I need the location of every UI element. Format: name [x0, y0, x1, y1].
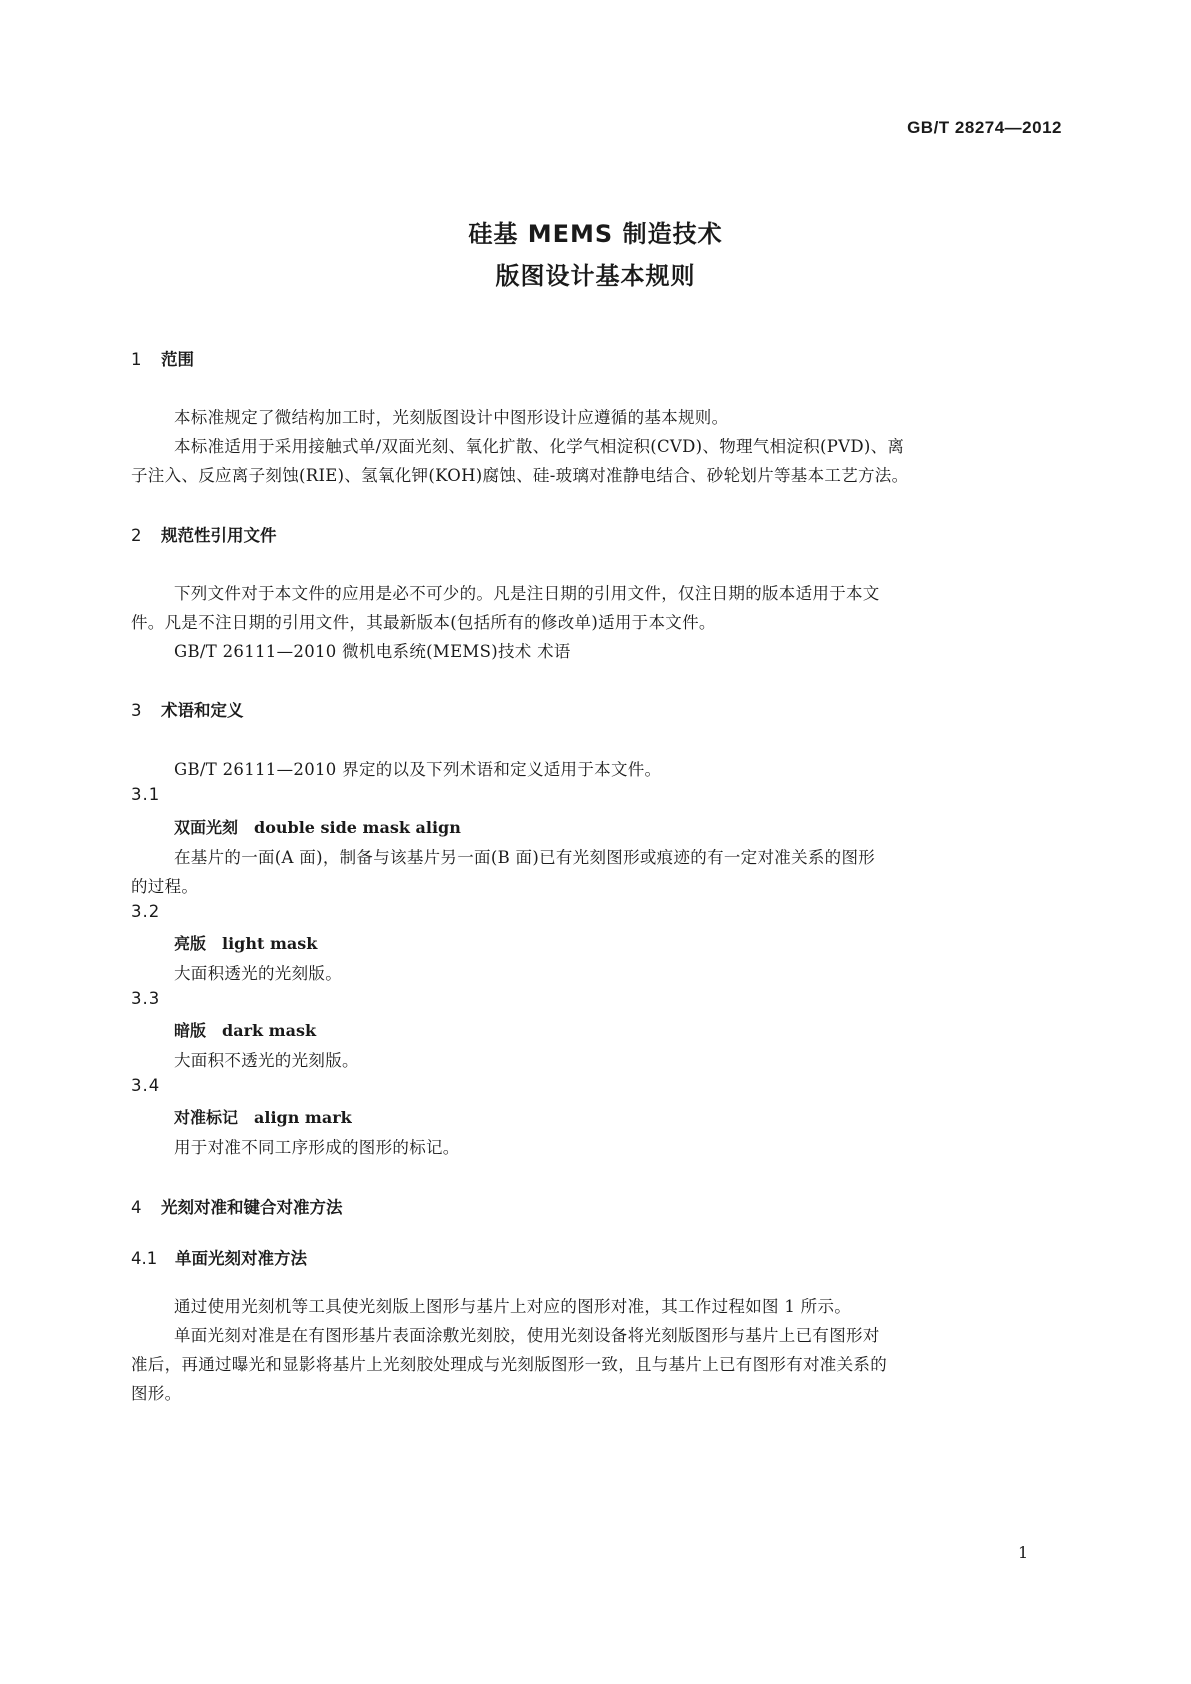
section-number: 4 — [131, 1198, 142, 1217]
term-number: 3.1 — [131, 785, 161, 804]
subsection-heading — [131, 1245, 307, 1269]
term-title — [174, 931, 317, 954]
section-heading-scope — [131, 346, 194, 370]
term-zh: 暗版 — [174, 1021, 207, 1040]
section-heading-terms — [131, 697, 244, 721]
term-zh: 双面光刻 — [174, 818, 239, 837]
document-title-line1: 硅基 MEMS 制造技术 — [468, 220, 723, 248]
paragraph: 本标准适用于采用接触式单/双面光刻、氧化扩散、化学气相淀积(CVD)、物理气相淀积(PVD)、离 — [174, 437, 905, 456]
term-en: align mark — [254, 1108, 352, 1127]
paragraph-continuation: 子注入、反应离子刻蚀(RIE)、氢氧化钾(KOH)腐蚀、硅-玻璃对准静电结合、砂轮划片等基本工艺方法。 — [131, 466, 909, 485]
subsection-number: 4.1 — [131, 1249, 158, 1268]
term-en: dark mask — [222, 1021, 317, 1040]
term-title — [174, 1105, 352, 1128]
subsection-title: 单面光刻对准方法 — [175, 1249, 307, 1268]
term-en: double side mask align — [254, 818, 461, 837]
page-number: 1 — [1018, 1543, 1029, 1562]
paragraph: 下列文件对于本文件的应用是必不可少的。凡是注日期的引用文件，仅注日期的版本适用于本文 — [174, 584, 880, 603]
term-number: 3.4 — [131, 1076, 161, 1095]
paragraph-continuation: 准后，再通过曝光和显影将基片上光刻胶处理成与光刻版图形一致，且与基片上已有图形有对准关系的 — [131, 1355, 887, 1374]
section-heading-alignment-methods — [131, 1194, 343, 1218]
section-number: 2 — [131, 526, 142, 545]
paragraph: GB/T 26111—2010 界定的以及下列术语和定义适用于本文件。 — [174, 760, 662, 779]
paragraph-continuation: 件。凡是不注日期的引用文件，其最新版本(包括所有的修改单)适用于本文件。 — [131, 613, 716, 632]
term-number: 3.2 — [131, 902, 161, 921]
term-definition-continuation: 的过程。 — [131, 877, 199, 896]
term-definition: 用于对准不同工序形成的图形的标记。 — [174, 1138, 460, 1157]
reference-entry: GB/T 26111—2010 微机电系统(MEMS)技术 术语 — [174, 642, 571, 661]
term-definition: 在基片的一面(A 面)，制备与该基片另一面(B 面)已有光刻图形或痕迹的有一定对准关系的图形 — [174, 848, 876, 867]
section-heading-normative-references — [131, 522, 277, 546]
term-en: light mask — [222, 934, 318, 953]
term-title — [174, 1018, 316, 1041]
term-definition: 大面积不透光的光刻版。 — [174, 1051, 359, 1070]
standard-number: GB/T 28274—2012 — [907, 118, 1062, 137]
section-title: 术语和定义 — [161, 701, 244, 720]
section-title: 规范性引用文件 — [161, 526, 277, 545]
paragraph: 本标准规定了微结构加工时，光刻版图设计中图形设计应遵循的基本规则。 — [174, 408, 729, 427]
term-zh: 亮版 — [174, 934, 207, 953]
paragraph: 单面光刻对准是在有图形基片表面涂敷光刻胶，使用光刻设备将光刻版图形与基片上已有图形对 — [174, 1326, 880, 1345]
term-zh: 对准标记 — [174, 1108, 239, 1127]
section-title: 范围 — [161, 350, 194, 369]
paragraph: 通过使用光刻机等工具使光刻版上图形与基片上对应的图形对准，其工作过程如图 1 所示。 — [174, 1297, 852, 1316]
paragraph-continuation: 图形。 — [131, 1384, 182, 1403]
section-number: 3 — [131, 701, 142, 720]
section-number: 1 — [131, 350, 142, 369]
term-definition: 大面积透光的光刻版。 — [174, 964, 342, 983]
term-number: 3.3 — [131, 989, 161, 1008]
document-title-line2: 版图设计基本规则 — [495, 262, 696, 290]
section-title: 光刻对准和键合对准方法 — [161, 1198, 343, 1217]
term-title — [174, 815, 461, 838]
